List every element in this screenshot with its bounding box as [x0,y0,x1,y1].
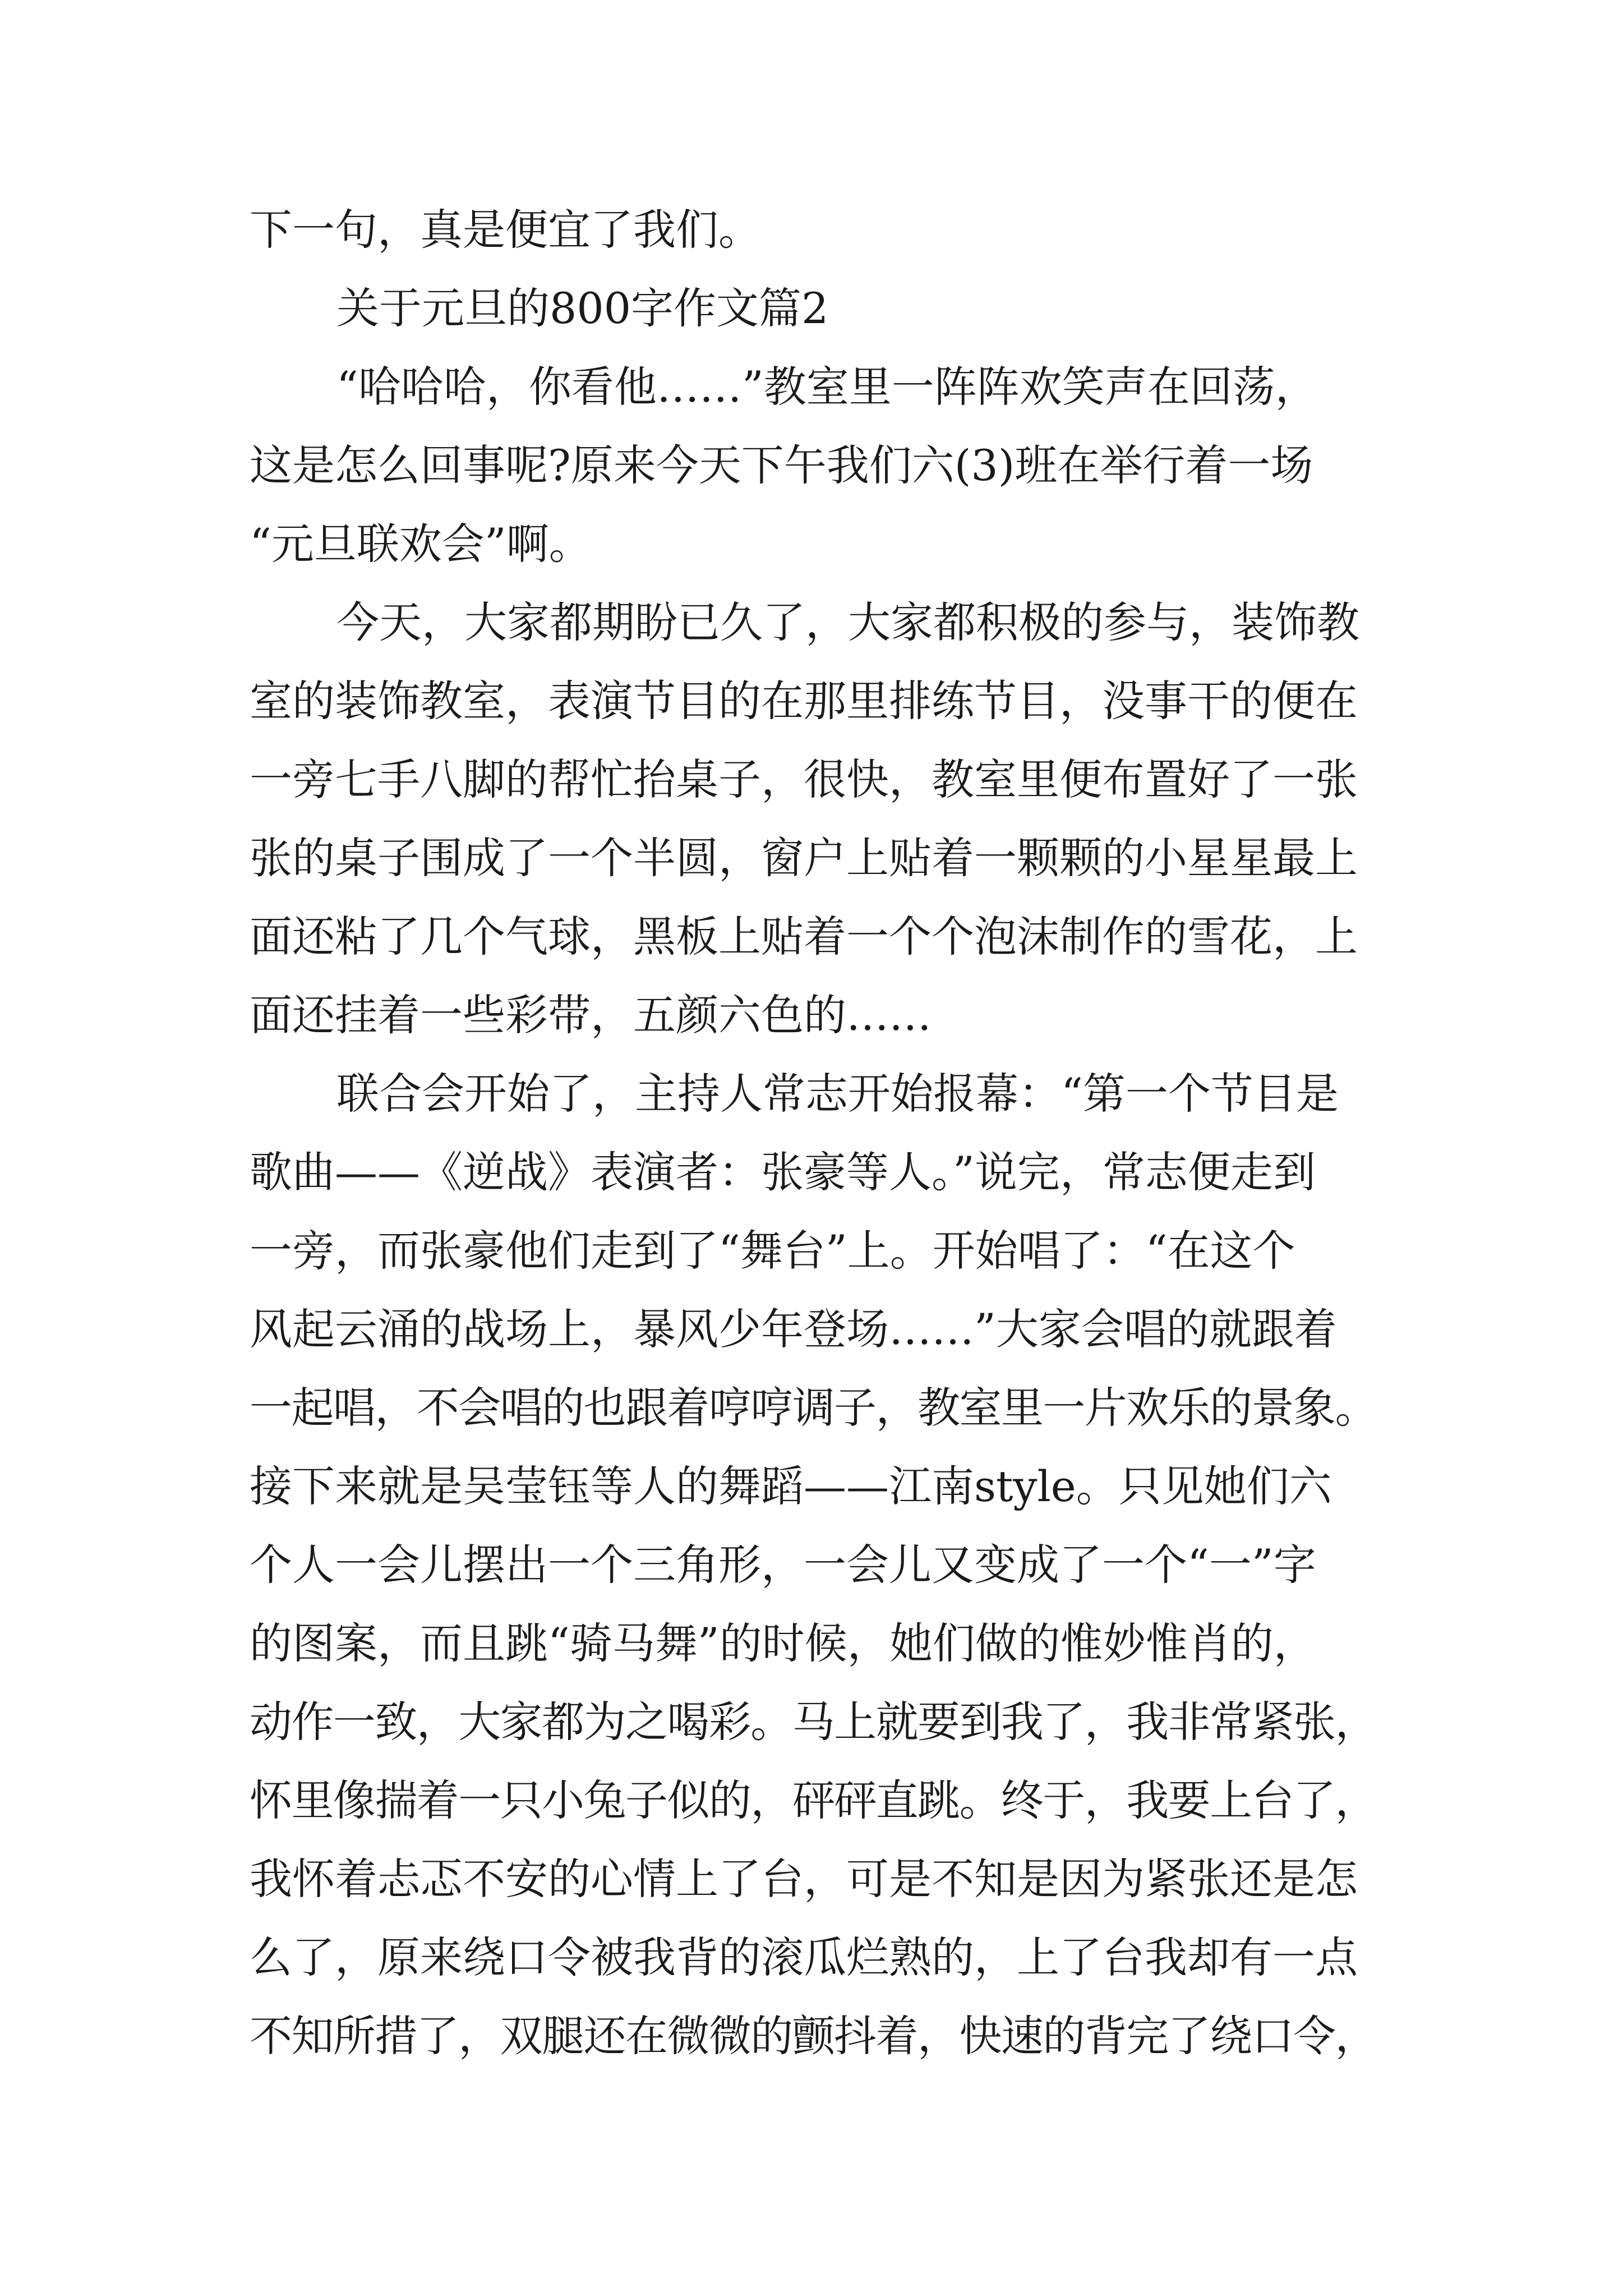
text-line: 面还挂着一些彩带，五颜六色的…… [250,990,932,1040]
text-line: 个人一会儿摆出一个三角形，一会儿又变成了一个“一”字 [250,1540,1316,1590]
text-line: 动作一致，大家都为之喝彩。马上就要到我了，我非常紧张， [250,1697,1377,1747]
text-line: 面还粘了几个气球，黑板上贴着一个个泡沫制作的雪花，上 [250,912,1358,961]
text-line: 这是怎么回事呢?原来今天下午我们六(3)班在举行着一场 [250,440,1313,490]
text-line: 张的桌子围成了一个半圆，窗户上贴着一颗颗的小星星最上 [250,833,1358,883]
text-line: 一起唱，不会唱的也跟着哼哼调子，教室里一片欢乐的景象。 [250,1383,1377,1433]
text-line: 歌曲——《逆战》表演者：张豪等人。”说完，常志便走到 [250,1147,1316,1197]
text-line: 关于元旦的800字作文篇2 [336,283,829,333]
text-line: 联合会开始了，主持人常志开始报幕：“第一个节目是 [336,1069,1339,1119]
text-line: 室的装饰教室，表演节目的在那里排练节目，没事干的便在 [250,676,1358,726]
text-line: 么了，原来绕口令被我背的滚瓜烂熟的，上了台我却有一点 [250,1932,1358,1982]
text-line: “哈哈哈，你看他……”教室里一阵阵欢笑声在回荡， [336,362,1318,412]
text-line: 一旁，而张豪他们走到了“舞台”上。开始唱了：“在这个 [250,1226,1295,1276]
text-line: 一旁七手八脚的帮忙抬桌子，很快，教室里便布置好了一张 [250,754,1358,804]
text-line: 不知所措了，双腿还在微微的颤抖着，快速的背完了绕口令， [250,2011,1377,2061]
text-line: 风起云涌的战场上，暴风少年登场……”大家会唱的就跟着 [250,1304,1337,1354]
text-line: 下一句，真是便宜了我们。 [250,205,761,255]
text-line: 的图案，而且跳“骑马舞”的时候，她们做的惟妙惟肖的， [250,1618,1316,1668]
text-line: 怀里像揣着一只小兔子似的，砰砰直跳。终于，我要上台了， [250,1775,1377,1825]
text-line: 我怀着忐忑不安的心情上了台，可是不知是因为紧张还是怎 [250,1854,1358,1904]
text-line: “元旦联欢会”啊。 [250,519,592,569]
text-line: 今天，大家都期盼已久了，大家都积极的参与，装饰教 [336,597,1359,647]
text-line: 接下来就是吴莹钰等人的舞蹈——江南style。只见她们六 [250,1461,1332,1511]
